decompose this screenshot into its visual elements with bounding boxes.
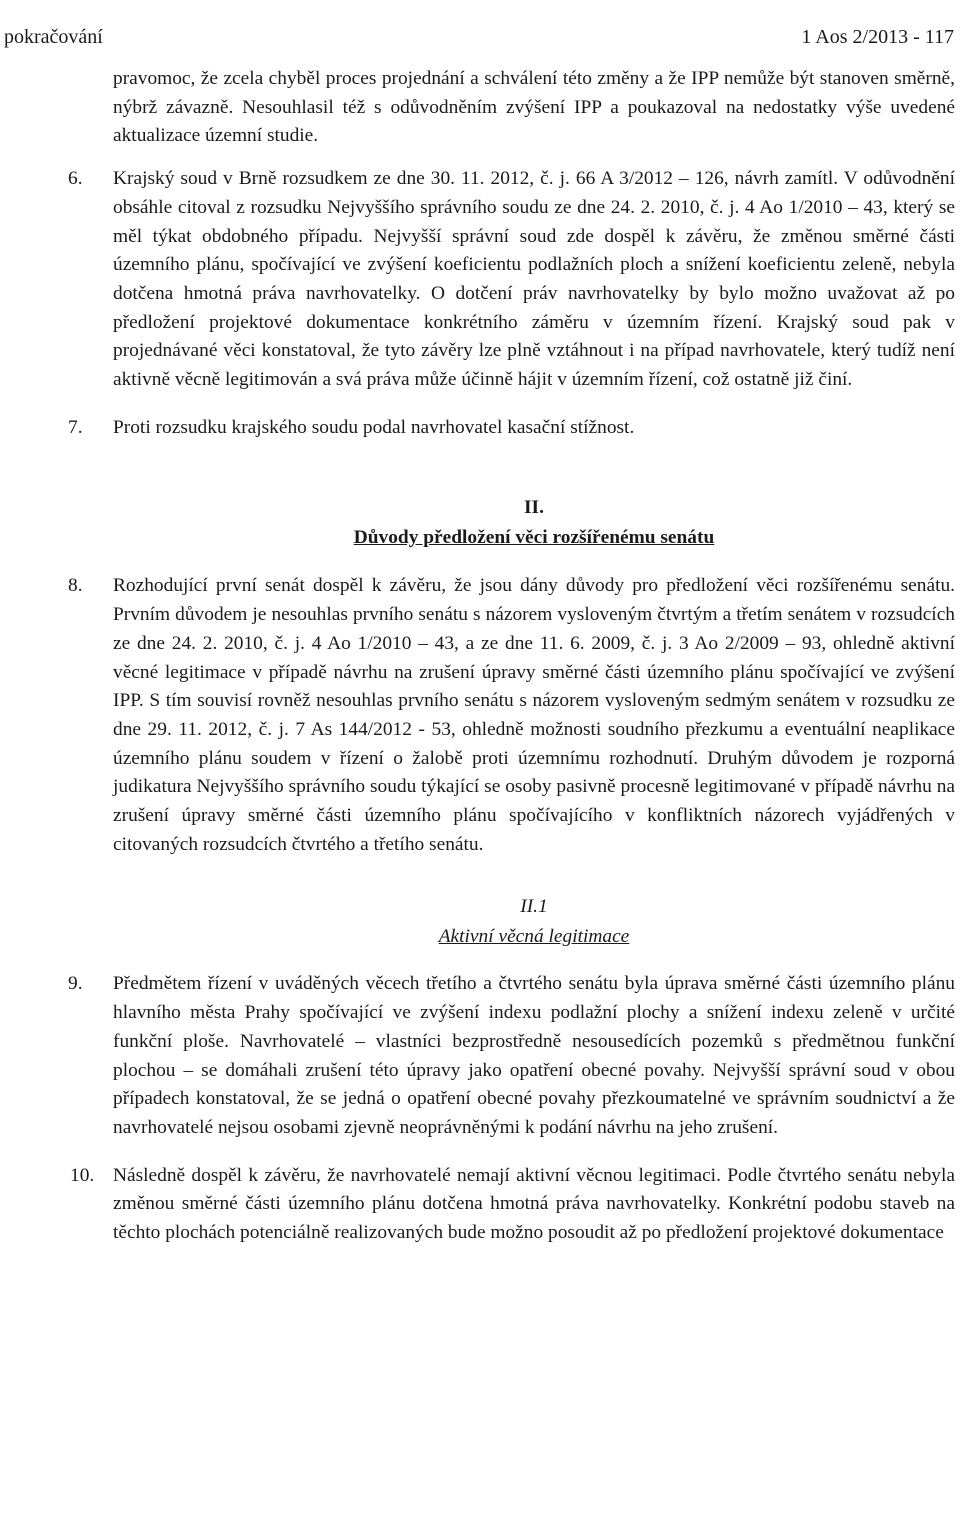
paragraph-number: 10. <box>70 1164 95 1186</box>
subsection-heading <box>113 893 955 951</box>
section-title: Důvody předložení věci rozšířenému senátu <box>353 527 715 549</box>
paragraph-number: 7. <box>68 416 83 438</box>
subsection-number: II.1 <box>520 896 548 918</box>
paragraph-8 <box>68 572 955 859</box>
section-heading <box>113 494 955 552</box>
intro-paragraph: pravomoc, že zcela chyběl proces projednání a schválení této změny a že IPP nemůže být stanoven směrně, nýbrž závazně. Nesouhlasil též s odůvodněním zvýšení IPP a poukazoval na nedostatky výše uvedené aktualizace územní studie. <box>113 68 955 147</box>
header-continuation-label: pokračování <box>4 26 103 48</box>
paragraph-9 <box>68 970 955 1142</box>
paragraph-number: 9. <box>68 973 83 995</box>
paragraph-text: Rozhodující první senát dospěl k závěru, že jsou dány důvody pro předložení věci rozšířenému senátu. Prvním důvodem je nesouhlas prvního senátu s názorem vysloveným čtvrtým a třetím senátem v rozsudcích ze dne 24. 2. 2010, č. j. 4 Ao 1/2010 – 43, a ze dne 11. 6. 2009, č. j. 3 Ao 2/2009 – 93, ohledně aktivní věcné legitimace v případě návrhu na zrušení úpravy směrné části územního plánu spočívající ve zvýšení IPP. S tím souvisí rovněž nesouhlas prvního senátu s názorem vysloveným sedmým senátem v rozsudku ze dne 29. 11. 2012, č. j. 7 As 144/2012 - 53, ohledně možnosti soudního přezkumu a eventuální neaplikace územního plánu soudem v řízení o žalobě proti územnímu rozhodnutí. Druhým důvodem je rozporná judikatura Nejvyššího správního soudu týkající se osoby pasivně procesně legitimované v případě návrhu na zrušení úpravy směrné části územního plánu spočívajícího v konfliktních názorech vyjádřených v citovaných rozsudcích čtvrtého a třetího senátu. <box>113 575 955 855</box>
paragraph-10 <box>70 1162 955 1248</box>
section-number: II. <box>524 497 544 519</box>
paragraph-text: Předmětem řízení v uváděných věcech třetího a čtvrtého senátu byla úprava směrné části územního plánu hlavního města Prahy spočívající ve zvýšení indexu podlažní plochy a snížení indexu zeleně v určité funkční ploše. Navrhovatelé – vlastníci bezprostředně nesousedících pozemků s předmětnou funkční plochou – se domáhali zrušení této úpravy jako opatření obecné povahy. Nejvyšší správní soud v obou případech konstatoval, že se jedná o opatření obecné povahy přezkoumatelné ve správním soudnictví a že navrhovatelé nejsou osobami zjevně neoprávněnými k podání návrhu na jeho zrušení. <box>113 973 955 1138</box>
paragraph-number: 6. <box>68 168 83 190</box>
paragraph-text: Proti rozsudku krajského soudu podal navrhovatel kasační stížnost. <box>113 416 635 438</box>
paragraph-text: Následně dospěl k závěru, že navrhovatelé nemají aktivní věcnou legitimaci. Podle čtvrtého senátu nebyla změnou směrné části územního plánu dotčena hmotná práva navrhovatelky. Konkrétní podobu staveb na těchto plochách potenciálně realizovaných bude možno posoudit až po předložení projektové dokumentace <box>113 1164 955 1244</box>
document-body <box>68 65 955 1267</box>
paragraph-number: 8. <box>68 575 83 597</box>
header-case-number: 1 Aos 2/2013 - 117 <box>801 26 954 48</box>
paragraph-6 <box>68 165 955 395</box>
subsection-title: Aktivní věcná legitimace <box>438 926 630 948</box>
paragraph-text: Krajský soud v Brně rozsudkem ze dne 30. 11. 2012, č. j. 66 A 3/2012 – 126, návrh zamítl. V odůvodnění obsáhle citoval z rozsudku Nejvyššího správního soudu ze dne 24. 2. 2010, č. j. 4 Ao 1/2010 – 43, který se měl týkat obdobného případu. Nejvyšší správní soud zde dospěl k závěru, že změnou směrné části územního plánu, spočívající ve zvýšení koeficientu podlažních ploch a snížení koeficientu zeleně, nebyla dotčena hmotná práva navrhovatelky. O dotčení práv navrhovatelky by bylo možno uvažovat až po předložení projektové dokumentace konkrétního záměru v územním řízení. Krajský soud pak v projednávané věci konstatoval, že tyto závěry lze plně vztáhnout i na případ navrhovatele, který tudíž není aktivně věcně legitimován a svá práva může účinně hájit v územním řízení, což ostatně již činí. <box>113 168 955 391</box>
page-header <box>0 26 960 56</box>
paragraph-7 <box>68 414 955 443</box>
